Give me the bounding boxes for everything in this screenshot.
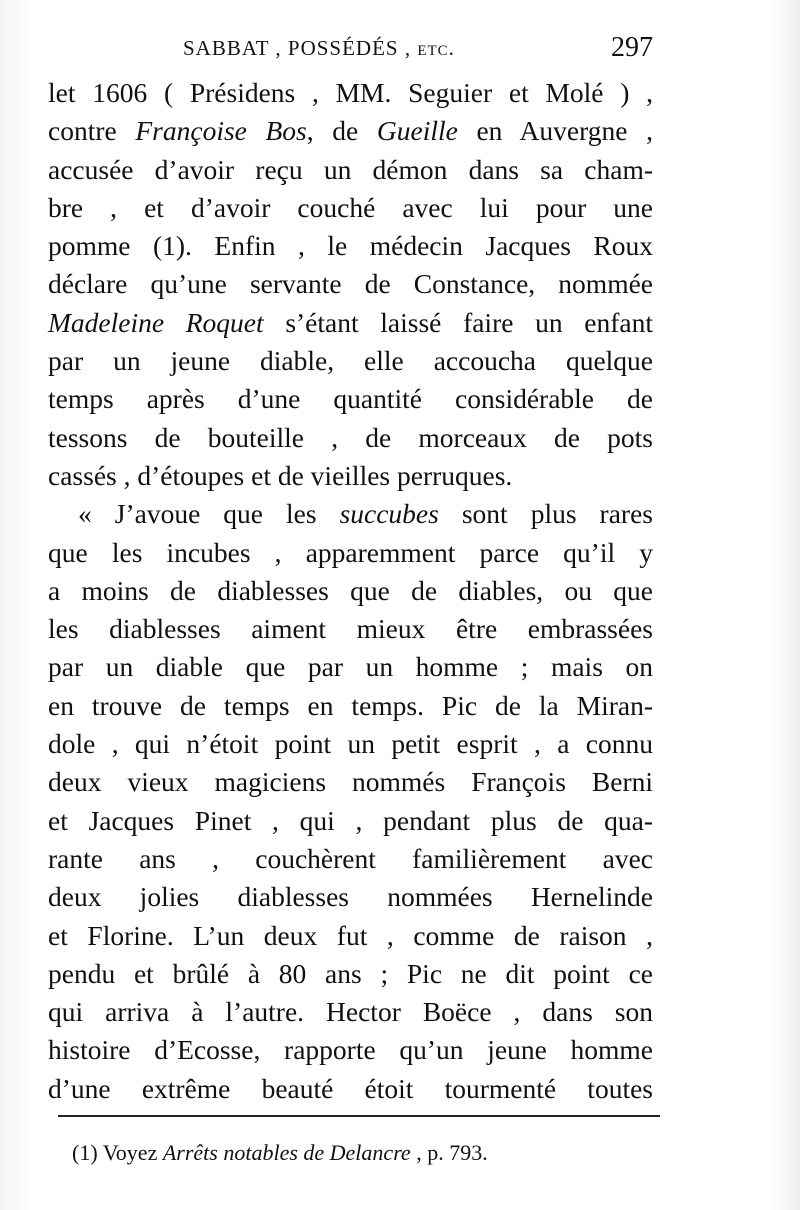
italic-place: Gueille: [376, 115, 458, 147]
text-line: pomme (1). Enfin , le médecin Jacques Roux: [48, 230, 653, 262]
running-head: [48, 30, 653, 70]
text-line: [48, 304, 653, 342]
text-line: let 1606 ( Présidens , MM. Seguier et Molé ) ,: [48, 77, 653, 108]
italic-term: succubes: [339, 498, 439, 530]
text-line: qui arriva à l’autre. Hector Boëce , dans son: [48, 996, 653, 1028]
text-line: histoire d’Ecosse, rapporte qu’un jeune homme: [48, 1034, 653, 1066]
text-run: « J’avoue que les: [78, 498, 340, 530]
footnote-rule: [58, 1115, 660, 1117]
page-number: 297: [611, 32, 653, 63]
text-line: en trouve de temps en temps. Pic de la Miran-: [48, 689, 653, 721]
text-line: accusée d’avoir reçu un démon dans sa cham-: [48, 153, 653, 185]
text-line: tessons de bouteille , de morceaux de pots: [48, 421, 653, 453]
text-line: et Jacques Pinet , qui , pendant plus de qua-: [48, 804, 653, 836]
text-run: sont plus rares: [438, 498, 653, 530]
text-line: [48, 495, 653, 533]
text-line: par un jeune diable, elle accoucha quelque: [48, 345, 653, 377]
text-line: [48, 112, 653, 150]
text-line: cassés , d’étoupes et de vieilles perruques.: [48, 459, 513, 491]
text-run: en Auvergne ,: [457, 115, 653, 147]
text-run: contre: [48, 115, 136, 147]
text-line: rante ans , couchèrent familièrement avec: [48, 842, 653, 874]
text-line: pendu et brûlé à 80 ans ; Pic ne dit point ce: [48, 957, 653, 989]
text-line: les diablesses aiment mieux être embrassées: [48, 613, 653, 645]
running-title: SABBAT , POSSÉDÉS , etc.: [183, 36, 455, 60]
text-line: temps après d’une quantité considérable de: [48, 383, 653, 415]
text-line: deux vieux magiciens nommés François Berni: [48, 766, 653, 798]
footnote: [72, 1138, 672, 1168]
text-line: et Florine. L’un deux fut , comme de raison ,: [48, 919, 653, 951]
text-line: que les incubes , apparemment parce qu’il y: [48, 536, 653, 568]
text-line: par un diable que par un homme ; mais on: [48, 651, 653, 683]
text-line: a moins de diablesses que de diables, ou que: [48, 574, 653, 606]
footnote-marker: (1) Voyez: [72, 1140, 163, 1165]
footnote-page-ref: , p. 793.: [410, 1140, 488, 1165]
italic-name: Madeleine Roquet: [48, 306, 264, 338]
text-line: deux jolies diablesses nommées Hernelinde: [48, 881, 653, 913]
body-text: [48, 74, 653, 1108]
text-line: bre , et d’avoir couché avec lui pour une: [48, 191, 653, 223]
italic-name: Françoise Bos: [135, 115, 307, 147]
text-line: d’une extrême beauté étoit tourmenté toutes: [48, 1072, 653, 1104]
footnote-title: Arrêts notables de Delancre: [162, 1140, 411, 1165]
text-line: déclare qu’une servante de Constance, nommée: [48, 268, 653, 300]
text-run: s’étant laissé faire un enfant: [263, 306, 654, 338]
text-run: , de: [306, 115, 377, 147]
text-line: dole , qui n’étoit point un petit esprit , a connu: [48, 728, 653, 760]
